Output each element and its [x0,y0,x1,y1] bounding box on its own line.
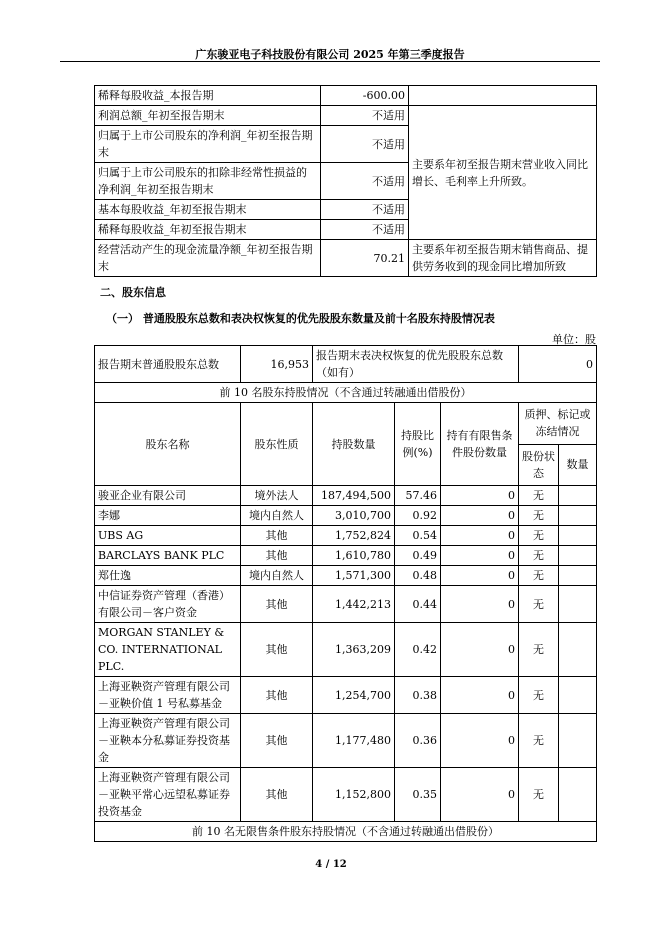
nature-cell: 境内自然人 [241,566,313,586]
nature-cell: 其他 [241,714,313,768]
qty-cell [559,506,597,526]
shares-cell: 1,152,800 [313,768,395,822]
table-row [95,106,597,126]
restricted-cell: 0 [441,677,519,714]
reason-cell: 主要系年初至报告期末销售商品、提供劳务收到的现金同比增加所致 [409,240,597,277]
col-restricted-header: 持有有限售条件股份数量 [441,403,519,486]
col-name-header: 股东名称 [95,403,241,486]
reason-cell [409,86,597,106]
ratio-cell: 0.44 [395,586,441,623]
shareholder-table [94,345,597,842]
ratio-cell: 0.54 [395,526,441,546]
ratio-cell: 0.42 [395,623,441,677]
unrestricted-caption: 前 10 名无限售条件股东持股情况（不含通过转融通出借股份） [95,822,597,842]
shares-cell: 1,442,213 [313,586,395,623]
qty-cell [559,586,597,623]
name-cell: MORGAN STANLEY & CO. INTERNATIONAL PLC. [95,623,241,677]
restricted-cell: 0 [441,623,519,677]
table-row [95,506,597,526]
shares-cell: 187,494,500 [313,486,395,506]
shares-cell: 1,571,300 [313,566,395,586]
restricted-cell: 0 [441,566,519,586]
col-shares-header: 持股数量 [313,403,395,486]
name-cell: 中信证券资产管理（香港）有限公司－客户资金 [95,586,241,623]
nature-cell: 其他 [241,586,313,623]
item-cell: 稀释每股收益_本报告期 [95,86,321,106]
col-status-header: 股份状态 [519,444,559,486]
status-cell: 无 [519,586,559,623]
table-row [95,714,597,768]
nature-cell: 其他 [241,677,313,714]
restricted-cell: 0 [441,506,519,526]
table-row [95,526,597,546]
item-cell: 归属于上市公司股东的扣除非经常性损益的净利润_年初至报告期末 [95,163,321,200]
ratio-cell: 0.92 [395,506,441,526]
page-header: 广东骏亚电子科技股份有限公司 2025 年第三季度报告 [195,48,465,61]
restricted-cell: 0 [441,546,519,566]
subsection-title: （一） 普通股股东总数和表决权恢复的优先股股东数量及前十名股东持股情况表 [106,312,495,325]
ratio-cell: 57.46 [395,486,441,506]
col-qty-header: 数量 [559,444,597,486]
name-cell: UBS AG [95,526,241,546]
col-pledge-header: 质押、标记或冻结情况 [519,403,597,445]
header-divider [60,61,600,62]
shares-cell: 1,363,209 [313,623,395,677]
item-cell: 基本每股收益_年初至报告期末 [95,200,321,220]
restricted-cell: 0 [441,768,519,822]
status-cell: 无 [519,566,559,586]
table-row [95,586,597,623]
name-cell: BARCLAYS BANK PLC [95,546,241,566]
section-title: 二、股东信息 [100,286,166,299]
name-cell: 骏亚企业有限公司 [95,486,241,506]
qty-cell [559,526,597,546]
status-cell: 无 [519,526,559,546]
status-cell: 无 [519,677,559,714]
nature-cell: 其他 [241,623,313,677]
name-cell: 上海亚鞅资产管理有限公司－亚鞅本分私募证券投资基金 [95,714,241,768]
qty-cell [559,714,597,768]
table-row [95,623,597,677]
restricted-cell: 0 [441,486,519,506]
table-row [95,768,597,822]
table-row [95,86,597,106]
name-cell: 上海亚鞅资产管理有限公司－亚鞅平常心远望私募证券投资基金 [95,768,241,822]
value-cell: 不适用 [321,106,409,126]
shares-cell: 3,010,700 [313,506,395,526]
ratio-cell: 0.48 [395,566,441,586]
restricted-cell: 0 [441,526,519,546]
value-cell: 70.21 [321,240,409,277]
shares-cell: 1,177,480 [313,714,395,768]
table-row [95,383,597,403]
nature-cell: 其他 [241,546,313,566]
value-cell: 不适用 [321,200,409,220]
nature-cell: 其他 [241,768,313,822]
total-value: 16,953 [241,346,313,383]
pref-value: 0 [519,346,597,383]
qty-cell [559,486,597,506]
item-cell: 利润总额_年初至报告期末 [95,106,321,126]
top10-caption: 前 10 名股东持股情况（不含通过转融通出借股份） [95,383,597,403]
page-number: 4 / 12 [315,859,347,870]
value-cell: -600.00 [321,86,409,106]
name-cell: 李娜 [95,506,241,526]
qty-cell [559,677,597,714]
shares-cell: 1,752,824 [313,526,395,546]
value-cell: 不适用 [321,220,409,240]
nature-cell: 其他 [241,526,313,546]
restricted-cell: 0 [441,586,519,623]
header-row [95,403,597,445]
name-cell: 上海亚鞅资产管理有限公司－亚鞅价值 1 号私募基金 [95,677,241,714]
table-row [95,677,597,714]
ratio-cell: 0.49 [395,546,441,566]
status-cell: 无 [519,623,559,677]
table-row [95,240,597,277]
holders-body [95,486,597,822]
status-cell: 无 [519,506,559,526]
ratio-cell: 0.38 [395,677,441,714]
nature-cell: 境内自然人 [241,506,313,526]
ratio-cell: 0.36 [395,714,441,768]
unit-label: 单位：股 [552,333,596,346]
qty-cell [559,768,597,822]
total-label: 报告期末普通股股东总数 [95,346,241,383]
table-row [95,566,597,586]
ratio-cell: 0.35 [395,768,441,822]
qty-cell [559,566,597,586]
col-nature-header: 股东性质 [241,403,313,486]
status-cell: 无 [519,714,559,768]
qty-cell [559,546,597,566]
status-cell: 无 [519,486,559,506]
name-cell: 郑仕逸 [95,566,241,586]
col-ratio-header: 持股比例(%) [395,403,441,486]
value-cell: 不适用 [321,163,409,200]
indicator-table [94,85,597,277]
value-cell: 不适用 [321,126,409,163]
table-row [95,822,597,842]
item-cell: 经营活动产生的现金流量净额_年初至报告期末 [95,240,321,277]
restricted-cell: 0 [441,714,519,768]
table-row [95,546,597,566]
nature-cell: 境外法人 [241,486,313,506]
shares-cell: 1,254,700 [313,677,395,714]
item-cell: 归属于上市公司股东的净利润_年初至报告期末 [95,126,321,163]
item-cell: 稀释每股收益_年初至报告期末 [95,220,321,240]
status-cell: 无 [519,768,559,822]
table-row [95,486,597,506]
status-cell: 无 [519,546,559,566]
qty-cell [559,623,597,677]
table-row [95,346,597,383]
reason-cell: 主要系年初至报告期末营业收入同比增长、毛利率上升所致。 [409,106,597,240]
shares-cell: 1,610,780 [313,546,395,566]
pref-label: 报告期末表决权恢复的优先股股东总数（如有） [313,346,519,383]
